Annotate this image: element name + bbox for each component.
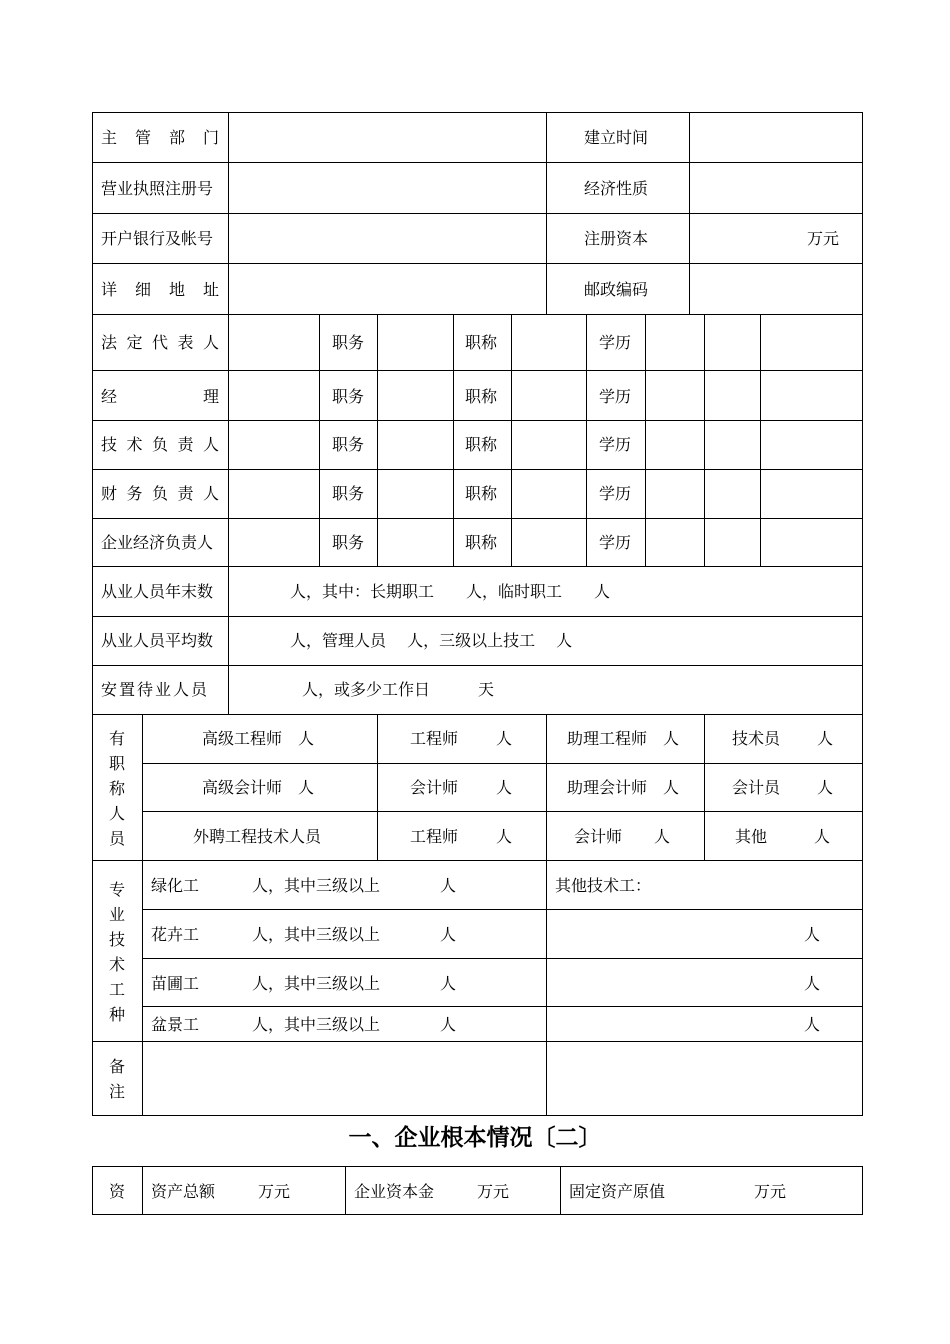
col-divider	[511, 314, 512, 567]
trade-name: 盆景工	[151, 1015, 200, 1034]
education-label: 学历	[599, 387, 632, 406]
table-border-left	[92, 1166, 93, 1215]
title-label: 职称	[465, 533, 498, 552]
title-label: 职称	[465, 333, 498, 352]
other-label: 其他	[735, 827, 768, 846]
table-border-top	[92, 1166, 863, 1167]
established-date-label: 建立时间	[584, 128, 649, 147]
row-divider	[92, 518, 863, 519]
col-divider	[319, 314, 320, 567]
engineer-label: 工程师	[410, 827, 459, 846]
staff-average-label: 从业人员平均数	[101, 631, 214, 650]
address-label: 详 细 地 址	[101, 280, 219, 299]
trade-unit: 人	[440, 1015, 457, 1034]
manager-label: 经 理	[101, 387, 219, 406]
trade-unit: 人	[440, 876, 457, 895]
row-divider	[142, 958, 863, 959]
table-border-bottom	[92, 1214, 863, 1215]
trade-text: 人，其中三级以上	[252, 974, 381, 993]
row-divider	[92, 263, 863, 264]
row-divider	[92, 370, 863, 371]
engineer-unit: 人	[496, 827, 513, 846]
assistant-engineer-cell: 助理工程师 人	[567, 729, 680, 748]
other-trade-unit: 人	[804, 1015, 821, 1034]
accounting-clerk-unit: 人	[817, 778, 834, 797]
trade-name: 绿化工	[151, 876, 200, 895]
staff-average-text: 人，管理人员 人，三级以上技工 人	[290, 631, 573, 650]
row-divider	[92, 714, 863, 715]
economic-nature-label: 经济性质	[584, 179, 649, 198]
row-divider	[142, 909, 863, 910]
row-divider	[92, 162, 863, 163]
trade-unit: 人	[440, 974, 457, 993]
col-divider	[546, 714, 547, 1116]
assets-side-label: 资	[109, 1182, 126, 1201]
postal-code-label: 邮政编码	[584, 280, 649, 299]
other-technicians-label: 其他技术工：	[555, 876, 652, 895]
total-assets-unit: 万元	[258, 1182, 291, 1201]
trades-label: 专业技术工种	[108, 880, 125, 1024]
license-number-label: 营业执照注册号	[101, 179, 214, 198]
placement-label: 安置待业人员	[101, 680, 210, 699]
education-label: 学历	[599, 533, 632, 552]
enterprise-capital-label: 企业资本金	[354, 1182, 435, 1201]
engineer-unit: 人	[496, 729, 513, 748]
total-assets-label: 资产总额	[151, 1182, 216, 1201]
trade-text: 人，其中三级以上	[252, 1015, 381, 1034]
competent-dept-label: 主 管 部 门	[101, 128, 219, 147]
education-label: 学历	[599, 484, 632, 503]
trade-name: 花卉工	[151, 925, 200, 944]
trade-text: 人，其中三级以上	[252, 876, 381, 895]
col-divider	[689, 112, 690, 315]
row-divider	[92, 1041, 863, 1042]
section-title: 一、企业根本情况〔二〕	[348, 1124, 602, 1151]
col-divider	[377, 714, 378, 861]
duty-label: 职务	[332, 387, 365, 406]
row-divider	[92, 469, 863, 470]
col-divider	[645, 314, 646, 567]
technician-label: 技术员	[732, 729, 781, 748]
row-divider	[142, 1006, 863, 1007]
accountant-cell: 会计师 人	[574, 827, 671, 846]
row-divider	[92, 314, 863, 315]
remarks-label: 备注	[108, 1057, 125, 1101]
titled-personnel-label: 有职称人员	[108, 729, 125, 848]
row-divider	[92, 616, 863, 617]
trade-unit: 人	[440, 925, 457, 944]
col-divider	[377, 314, 378, 567]
col-divider	[704, 714, 705, 861]
external-engineers-cell: 外聘工程技术人员	[193, 827, 322, 846]
fixed-assets-label: 固定资产原值	[569, 1182, 666, 1201]
fixed-assets-unit: 万元	[754, 1182, 787, 1201]
col-divider	[142, 1166, 143, 1215]
accountant-label: 会计师	[410, 778, 459, 797]
finance-head-label: 财 务 负 责 人	[101, 484, 219, 503]
col-divider	[704, 314, 705, 567]
registered-capital-unit: 万元	[807, 229, 840, 248]
placement-text: 人，或多少工作日 天	[302, 680, 495, 699]
duty-label: 职务	[332, 435, 365, 454]
trade-text: 人，其中三级以上	[252, 925, 381, 944]
row-divider	[142, 811, 863, 812]
col-divider	[453, 314, 454, 567]
title-label: 职称	[465, 387, 498, 406]
economic-head-label: 企业经济负责人	[101, 533, 214, 552]
col-divider	[546, 112, 547, 315]
row-divider	[142, 763, 863, 764]
education-label: 学历	[599, 435, 632, 454]
duty-label: 职务	[332, 533, 365, 552]
col-divider	[142, 714, 143, 1116]
row-divider	[92, 566, 863, 567]
row-divider	[92, 860, 863, 861]
table-border-right	[862, 1166, 863, 1215]
legal-rep-label: 法 定 代 表 人	[101, 333, 219, 352]
senior-engineer-cell: 高级工程师 人	[202, 729, 315, 748]
duty-label: 职务	[332, 333, 365, 352]
row-divider	[92, 213, 863, 214]
registered-capital-label: 注册资本	[584, 229, 649, 248]
row-divider	[92, 420, 863, 421]
row-divider	[92, 665, 863, 666]
technician-unit: 人	[817, 729, 834, 748]
col-divider	[228, 112, 229, 715]
other-unit: 人	[814, 827, 831, 846]
engineer-label: 工程师	[410, 729, 459, 748]
col-divider	[586, 314, 587, 567]
bank-account-label: 开户银行及帐号	[101, 229, 214, 248]
accountant-unit: 人	[496, 778, 513, 797]
duty-label: 职务	[332, 484, 365, 503]
assistant-accountant-cell: 助理会计师 人	[567, 778, 680, 797]
other-trade-unit: 人	[804, 974, 821, 993]
col-divider	[560, 1166, 561, 1215]
enterprise-capital-unit: 万元	[477, 1182, 510, 1201]
accounting-clerk-label: 会计员	[732, 778, 781, 797]
education-label: 学历	[599, 333, 632, 352]
other-trade-unit: 人	[804, 925, 821, 944]
senior-accountant-cell: 高级会计师 人	[202, 778, 315, 797]
table-border-top	[92, 112, 863, 113]
title-label: 职称	[465, 484, 498, 503]
trade-name: 苗圃工	[151, 974, 200, 993]
title-label: 职称	[465, 435, 498, 454]
tech-head-label: 技 术 负 责 人	[101, 435, 219, 454]
col-divider	[760, 314, 761, 567]
col-divider	[345, 1166, 346, 1215]
table-border-bottom	[92, 1115, 863, 1116]
staff-year-end-label: 从业人员年末数	[101, 582, 214, 601]
staff-year-end-text: 人，其中：长期职工 人，临时职工 人	[290, 582, 611, 601]
